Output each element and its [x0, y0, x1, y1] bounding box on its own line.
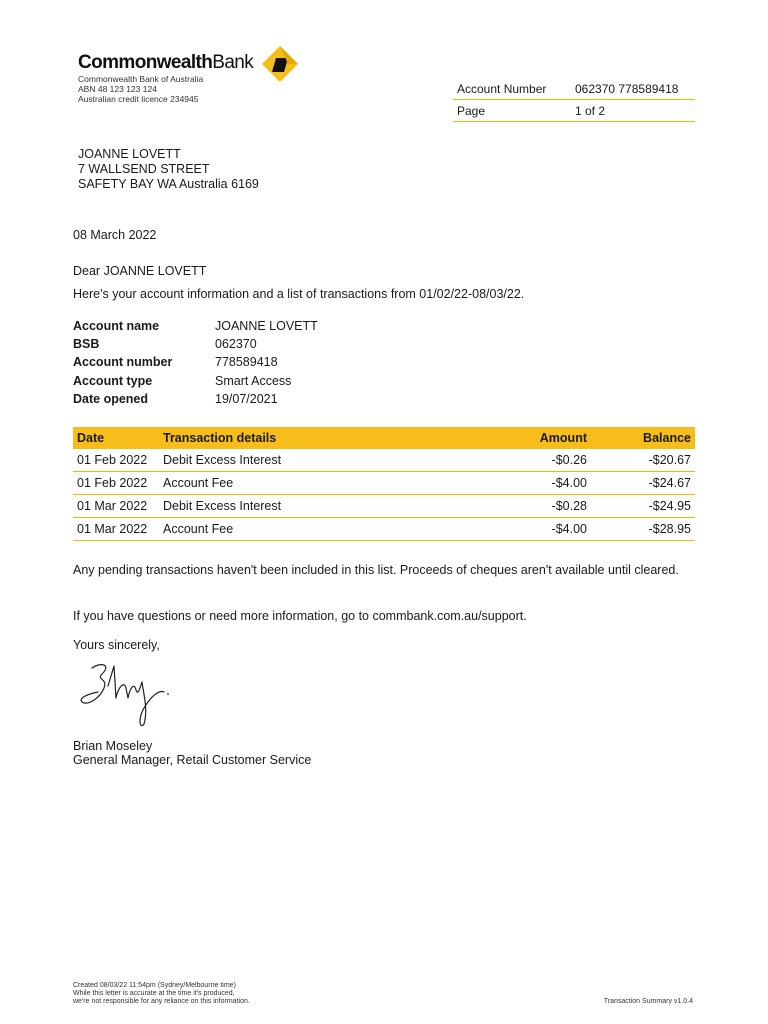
detail-label: Account type	[73, 373, 153, 388]
detail-row	[73, 390, 318, 408]
cell-date: 01 Mar 2022	[77, 499, 148, 513]
account-number-value: 062370 778589418	[575, 81, 679, 96]
header-balance: Balance	[643, 431, 691, 445]
cell-amount: -$0.26	[551, 453, 587, 467]
cell-details: Account Fee	[163, 522, 234, 536]
cell-amount: -$4.00	[551, 522, 587, 536]
bank-logo	[78, 48, 308, 108]
table-row	[73, 518, 695, 541]
cell-balance: -$24.95	[648, 499, 691, 513]
detail-row	[73, 372, 318, 390]
detail-row	[73, 353, 318, 371]
account-number-row	[453, 78, 695, 99]
cell-date: 01 Mar 2022	[77, 522, 148, 536]
address-line: SAFETY BAY WA Australia 6169	[78, 177, 259, 191]
bank-licence: Australian credit licence 234945	[78, 94, 199, 104]
account-details	[73, 317, 318, 408]
page-label: Page	[457, 103, 486, 118]
table-row	[73, 472, 695, 495]
detail-label: Account name	[73, 319, 160, 334]
table-header	[73, 427, 695, 449]
detail-row	[73, 335, 318, 353]
detail-value: 19/07/2021	[215, 391, 278, 406]
cell-balance: -$28.95	[648, 522, 691, 536]
footer-accuracy: While this letter is accurate at the time it's produced,	[73, 990, 235, 997]
recipient-address	[78, 147, 259, 192]
detail-label: BSB	[73, 337, 100, 352]
cell-amount: -$0.28	[551, 499, 587, 513]
address-line: 7 WALLSEND STREET	[78, 162, 210, 176]
cell-balance: -$24.67	[648, 476, 691, 490]
footer-reliance: we're not responsible for any reliance on this information.	[73, 998, 250, 1005]
detail-value: 062370	[215, 337, 257, 352]
letter-date: 08 March 2022	[73, 228, 157, 242]
cell-details: Debit Excess Interest	[163, 453, 282, 467]
header-details: Transaction details	[163, 431, 277, 445]
bank-legal-name: Commonwealth Bank of Australia	[78, 74, 204, 84]
document-version: Transaction Summary v1.0.4	[603, 998, 693, 1005]
table-row	[73, 495, 695, 518]
statement-meta	[453, 78, 695, 122]
detail-value: Smart Access	[215, 373, 292, 388]
cell-date: 01 Feb 2022	[77, 453, 148, 467]
table-row	[73, 449, 695, 472]
signer-title: General Manager, Retail Customer Service	[73, 753, 312, 767]
account-number-label: Account Number	[457, 81, 547, 96]
footer-created: Created 08/03/22 11:54pm (Sydney/Melbourne time)	[73, 982, 236, 989]
header-date: Date	[77, 431, 105, 445]
page-value: 1 of 2	[575, 103, 606, 118]
transactions-table	[73, 427, 695, 541]
detail-label: Date opened	[73, 391, 149, 406]
intro-text: Here's your account information and a list of transactions from 01/02/22-08/03/22.	[73, 287, 525, 301]
pending-note: Any pending transactions haven't been included in this list. Proceeds of cheques aren't available until cleared.	[73, 563, 679, 577]
detail-value: 778589418	[215, 355, 278, 370]
detail-value: JOANNE LOVETT	[215, 319, 318, 334]
cell-details: Debit Excess Interest	[163, 499, 282, 513]
logo-wordmark: CommonwealthBank	[78, 52, 254, 73]
detail-row	[73, 317, 318, 335]
questions-text: If you have questions or need more information, go to commbank.com.au/support.	[73, 609, 527, 623]
detail-label: Account number	[73, 355, 173, 370]
signature-image	[78, 658, 178, 733]
bank-abn: ABN 48 123 123 124	[78, 84, 157, 94]
page-row	[453, 100, 695, 121]
address-line: JOANNE LOVETT	[78, 147, 181, 161]
footer-disclaimer	[73, 982, 250, 1006]
cell-amount: -$4.00	[551, 476, 587, 490]
cell-details: Account Fee	[163, 476, 234, 490]
diamond-logo-icon	[262, 46, 298, 82]
header-amount: Amount	[539, 431, 587, 445]
signer-name: Brian Moseley	[73, 739, 153, 753]
greeting: Dear JOANNE LOVETT	[73, 264, 207, 278]
divider	[453, 121, 695, 122]
closing-text: Yours sincerely,	[73, 638, 160, 652]
cell-balance: -$20.67	[648, 453, 691, 467]
cell-date: 01 Feb 2022	[77, 476, 148, 490]
